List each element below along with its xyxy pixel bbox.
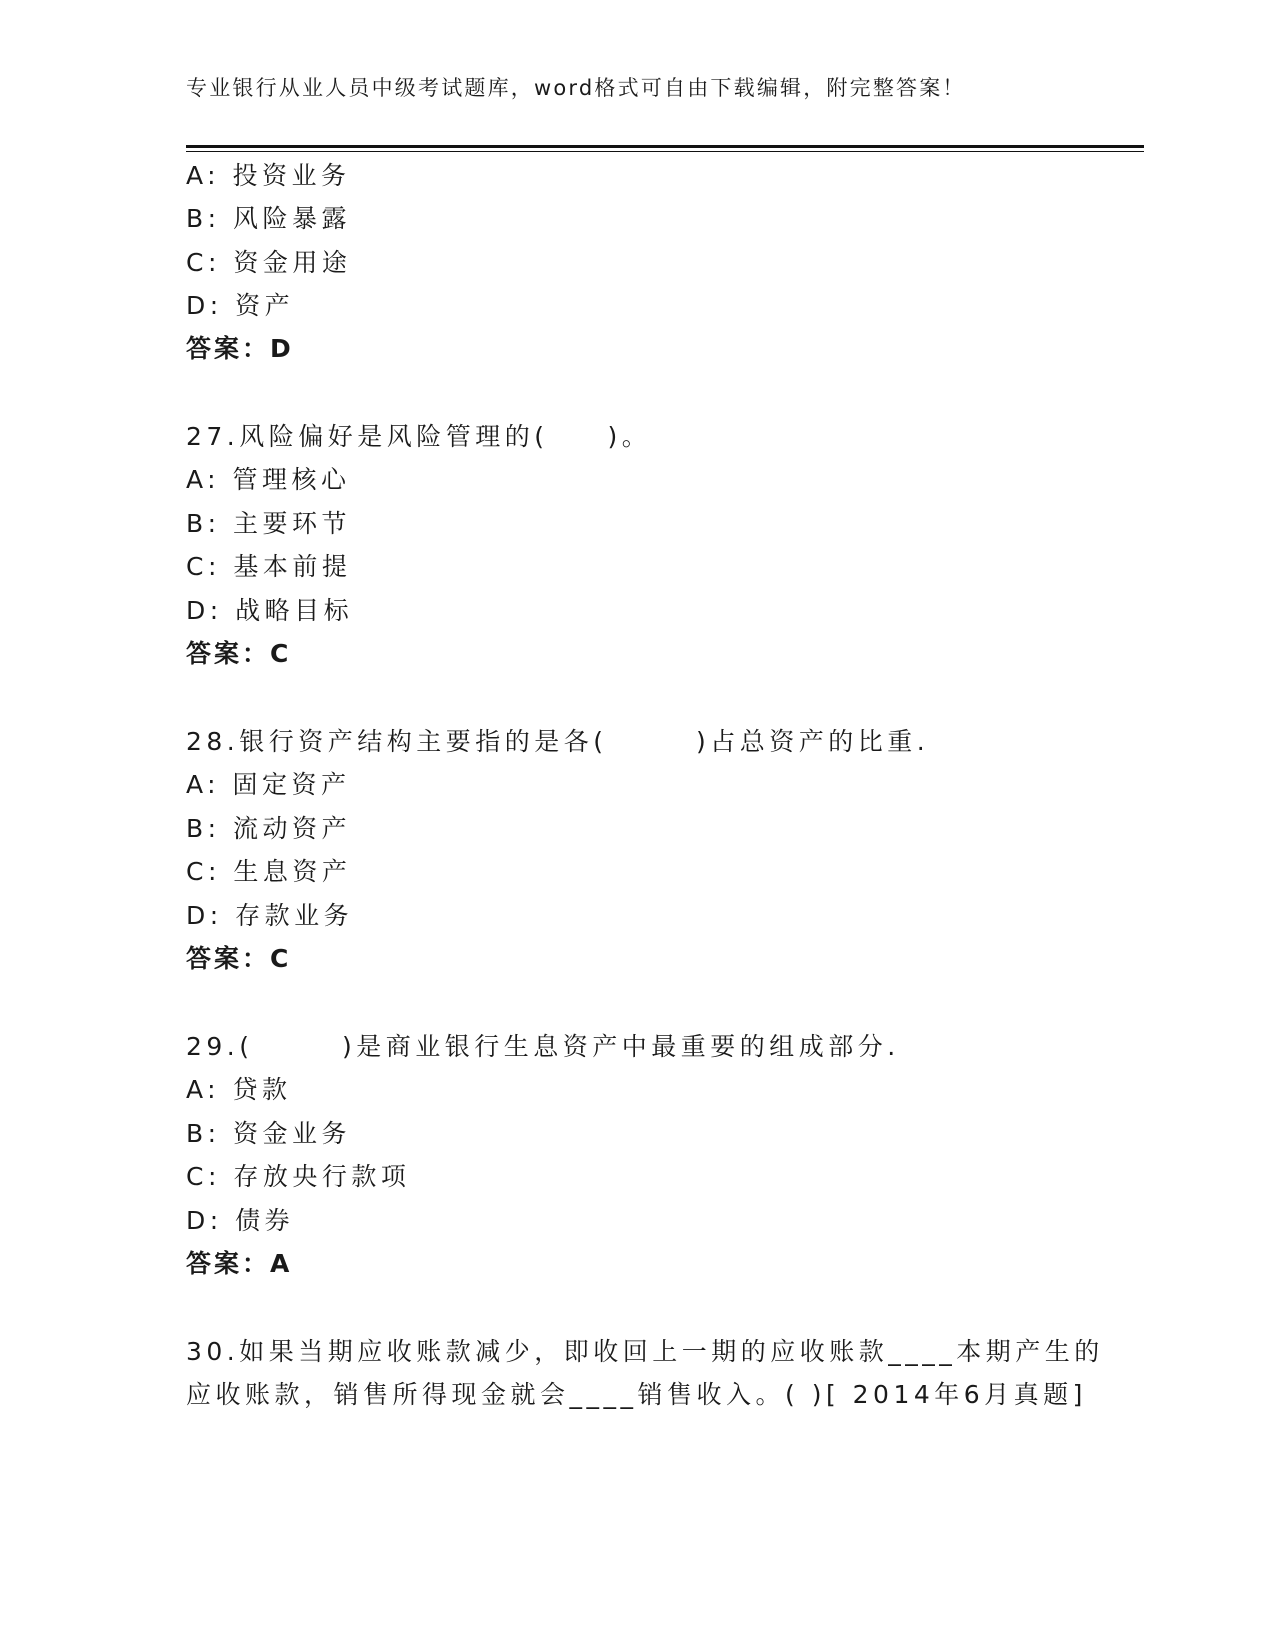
option-c: C: 资金用途: [186, 248, 352, 277]
option-a: A: 投资业务: [186, 161, 351, 190]
option-b: B: 资金业务: [186, 1119, 352, 1148]
question-29-stem: 29.( )是商业银行生息资产中最重要的组成部分.: [186, 1032, 900, 1061]
page-header: 专业银行从业人员中级考试题库，word格式可自由下载编辑，附完整答案！: [186, 76, 966, 100]
option-d: D: 战略目标: [186, 596, 354, 625]
answer: 答案：A: [186, 1249, 293, 1278]
answer: 答案：D: [186, 334, 294, 363]
option-a: A: 贷款: [186, 1075, 292, 1104]
option-a: A: 固定资产: [186, 770, 351, 799]
option-d: D: 债券: [186, 1206, 295, 1235]
header-rule-thick: [186, 145, 1144, 148]
option-c: C: 基本前提: [186, 552, 352, 581]
question-28-stem: 28.银行资产结构主要指的是各( )占总资产的比重.: [186, 727, 930, 756]
header-rule-thin: [186, 151, 1144, 152]
answer: 答案：C: [186, 944, 292, 973]
option-b: B: 主要环节: [186, 509, 352, 538]
option-b: B: 流动资产: [186, 814, 352, 843]
answer: 答案：C: [186, 639, 292, 668]
option-c: C: 生息资产: [186, 857, 352, 886]
question-30-stem-line-2: 应收账款，销售所得现金就会____销售收入。( )[ 2014年6月真题]: [186, 1380, 1087, 1409]
option-d: D: 资产: [186, 291, 295, 320]
option-b: B: 风险暴露: [186, 204, 352, 233]
question-27-stem: 27.风险偏好是风险管理的( )。: [186, 422, 652, 451]
option-d: D: 存款业务: [186, 901, 354, 930]
option-c: C: 存放央行款项: [186, 1162, 411, 1191]
option-a: A: 管理核心: [186, 465, 351, 494]
question-30-stem-line-1: 30.如果当期应收账款减少，即收回上一期的应收账款____本期产生的: [186, 1337, 1104, 1366]
